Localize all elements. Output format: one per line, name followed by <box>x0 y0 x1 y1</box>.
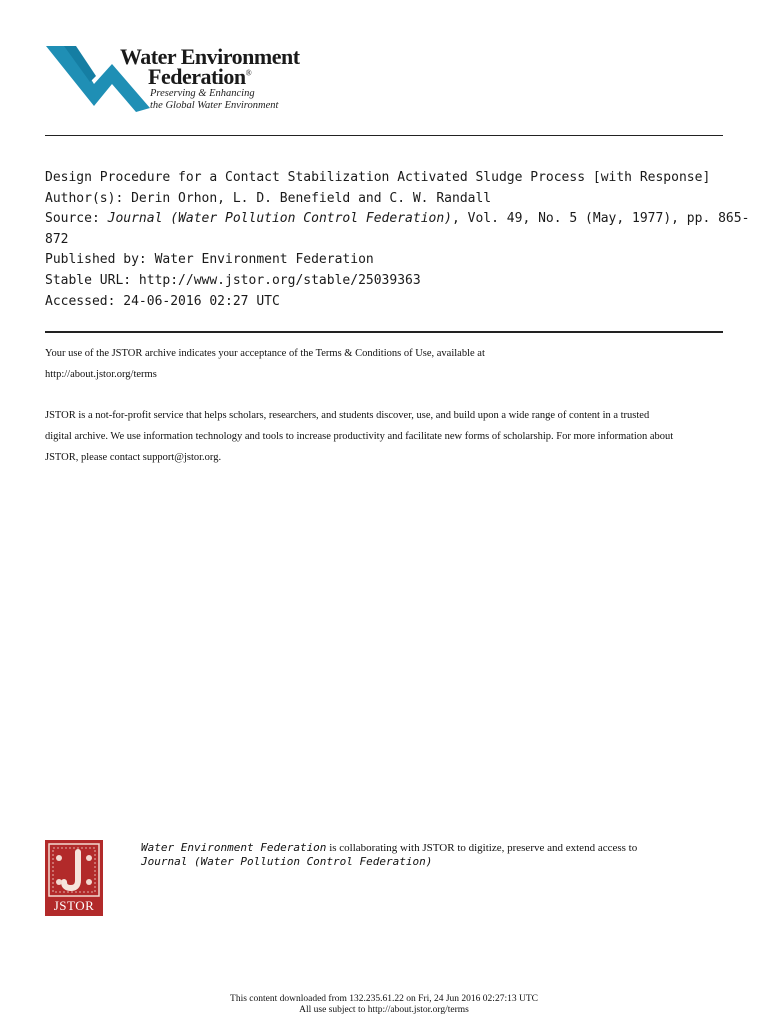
article-metadata <box>45 168 750 312</box>
source-journal: Journal (Water Pollution Control Federation) <box>107 211 452 227</box>
logo-name-line2: Federation® <box>148 64 252 89</box>
logo-tagline-line1: Preserving & Enhancing <box>150 88 255 99</box>
article-accessed: Accessed: 24-06-2016 02:27 UTC <box>45 293 280 309</box>
metadata-divider <box>45 331 723 333</box>
terms-link[interactable]: http://about.jstor.org/terms <box>45 369 157 380</box>
jstor-description-paragraph: JSTOR is a not-for-profit service that helps scholars, researchers, and students discover, use, and build upon a wide range of content in a trusted digital archive. We use information technology and tools to increase productivity and facilitate new forms of scholarship. For more information about JSTOR, please contact support@jstor.org. <box>45 410 674 463</box>
collab-journal: Journal (Water Pollution Control Federation) <box>141 855 433 868</box>
footer-line1: This content downloaded from 132.235.61.22 on Fri, 24 Jun 2016 02:27:13 UTC <box>230 994 538 1004</box>
download-footer <box>0 994 768 1016</box>
logo-name-line1: Water Environment <box>120 44 300 69</box>
collaboration-statement: Water Environment Federation is collaborating with JSTOR to digitize, preserve and extend access to Journal (Water Pollution Control Federation) <box>141 841 638 868</box>
logo-tagline-line2: the Global Water Environment <box>150 100 279 111</box>
article-authors: Author(s): Derin Orhon, L. D. Benefield and C. W. Randall <box>45 190 492 206</box>
footer-line2: All use subject to http://about.jstor.org/terms <box>299 1005 469 1015</box>
article-stable-url[interactable]: Stable URL: http://www.jstor.org/stable/25039363 <box>45 272 421 288</box>
wef-logo <box>46 44 336 116</box>
collab-publisher: Water Environment Federation <box>141 841 327 854</box>
article-title: Design Procedure for a Contact Stabilization Activated Sludge Process [with Response] <box>45 170 711 185</box>
jstor-logo <box>45 840 103 916</box>
terms-paragraph: Your use of the JSTOR archive indicates your acceptance of the Terms & Conditions of Use, available at http://about.jstor.org/terms <box>45 348 485 380</box>
jstor-logo-text: JSTOR <box>53 898 95 913</box>
article-source: Source: Journal (Water Pollution Control Federation), Vol. 49, No. 5 (May, 1977), pp. 865- <box>45 211 750 227</box>
article-publisher: Published by: Water Environment Federation <box>45 252 374 268</box>
header-divider <box>45 135 723 136</box>
article-source-cont: 872 <box>45 231 69 247</box>
terms-notice <box>45 343 735 468</box>
